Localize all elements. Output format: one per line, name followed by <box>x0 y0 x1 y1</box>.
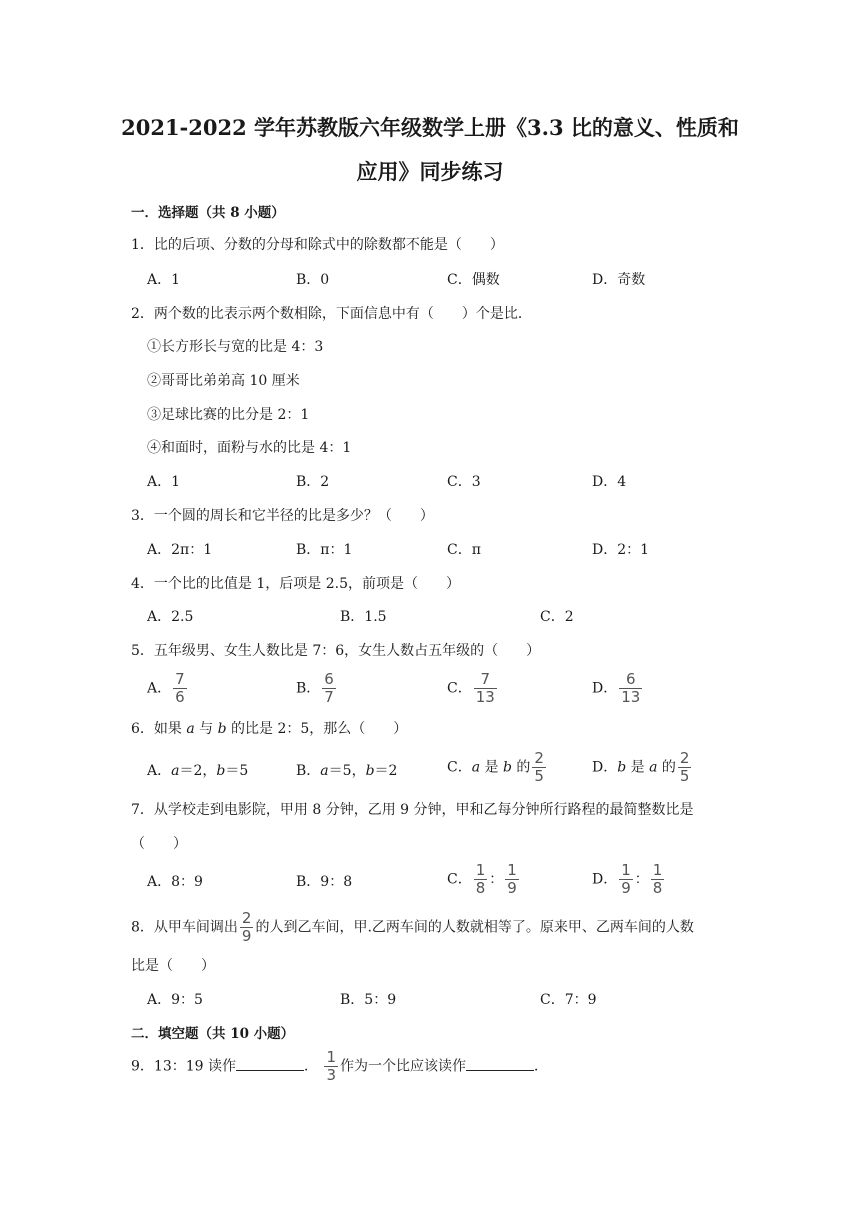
question-2-option-a: A．1 <box>147 474 181 490</box>
question-4-option-c: C．2 <box>540 609 574 625</box>
variable-a: a <box>186 721 195 737</box>
denominator: 8 <box>652 879 663 897</box>
fraction <box>474 862 488 897</box>
option-text: ＝5 <box>225 763 249 779</box>
question-2-stem: 2．两个数的比表示两个数相除，下面信息中有（ ）个是比． <box>131 306 532 322</box>
option-text: 是 <box>480 759 503 776</box>
denominator: 7 <box>324 688 334 706</box>
question-6-stem <box>131 719 407 739</box>
question-7-option-a: A．8：9 <box>147 874 203 890</box>
question-8-option-b: B．5：9 <box>340 992 397 1008</box>
section-fill-heading: 二．填空题（共 10 小题） <box>131 1026 295 1042</box>
option-label: A． <box>147 763 172 779</box>
question-7-option-c <box>447 862 521 897</box>
stem-text: 作为一个比应该读作 <box>340 1058 466 1075</box>
numerator: 1 <box>326 1048 336 1066</box>
variable: b <box>216 763 226 779</box>
question-8-stem-line-2: 比是（ ） <box>131 958 215 974</box>
option-label: B． <box>296 680 321 697</box>
question-2-item-2: ②哥哥比弟弟高 10 厘米 <box>147 373 300 389</box>
numerator: 2 <box>679 749 690 767</box>
numerator: 7 <box>480 670 491 688</box>
question-1-option-b: B．0 <box>296 272 330 288</box>
question-1-option-d: D．奇数 <box>592 272 646 288</box>
stem-text: 6．如果 <box>131 721 187 737</box>
title-line-2: 应用》同步练习 <box>356 159 504 184</box>
variable: b <box>502 759 512 776</box>
option-text: ＝2， <box>179 763 217 779</box>
question-2-item-3: ③足球比赛的比分是 2：1 <box>147 407 310 423</box>
numerator: 2 <box>534 749 544 767</box>
variable: a <box>171 763 180 779</box>
numerator: 1 <box>621 861 631 879</box>
question-1-option-a: A．1 <box>147 272 181 288</box>
question-5-option-b <box>296 671 338 706</box>
numerator: 6 <box>626 670 636 688</box>
numerator: 2 <box>241 909 252 927</box>
question-7-option-b: B．9：8 <box>296 874 353 890</box>
denominator: 5 <box>534 767 544 785</box>
question-4-option-a: A．2.5 <box>147 609 194 625</box>
stem-text: ． <box>304 1058 318 1075</box>
stem-text: 8．从甲车间调出 <box>131 919 238 936</box>
denominator: 9 <box>621 879 631 897</box>
question-7-stem-line-1: 7．从学校走到电影院，甲用 8 分钟，乙用 9 分钟，甲和乙每分钟所行路程的最简整数比是 <box>131 802 694 818</box>
option-text: 的 <box>657 759 676 776</box>
ratio-colon: ： <box>489 871 504 888</box>
question-2-option-b: B．2 <box>296 474 330 490</box>
variable: b <box>617 759 627 776</box>
fraction <box>619 862 633 897</box>
question-1-stem: 1．比的后项、分数的分母和除式中的除数都不能是（ ） <box>131 237 504 253</box>
fraction <box>678 750 692 785</box>
stem-text: ． <box>534 1058 548 1075</box>
denominator: 13 <box>475 688 495 706</box>
fraction <box>322 671 336 706</box>
variable-b: b <box>217 721 227 737</box>
fraction <box>324 1049 338 1084</box>
numerator: 7 <box>175 670 185 688</box>
question-7-stem-line-2: （ ） <box>131 836 187 852</box>
question-5-option-c <box>447 671 499 706</box>
option-label: C． <box>447 871 472 888</box>
question-1-option-c: C．偶数 <box>447 272 500 288</box>
variable: a <box>649 759 658 776</box>
answer-blank[interactable] <box>466 1056 534 1071</box>
denominator: 8 <box>475 879 486 897</box>
variable: b <box>365 763 375 779</box>
option-text: 的 <box>511 759 531 776</box>
denominator: 5 <box>679 767 690 785</box>
numerator: 1 <box>652 861 663 879</box>
question-3-option-b: B．π：1 <box>296 542 353 558</box>
question-5-stem: 5．五年级男、女生人数比是 7：6，女生人数占五年级的（ ） <box>131 643 541 659</box>
title-line-1: 2021-2022 学年苏教版六年级数学上册《3.3 比的意义、性质和 <box>121 115 739 140</box>
fraction <box>173 671 187 706</box>
denominator: 3 <box>326 1066 336 1084</box>
option-text: ＝5， <box>328 763 366 779</box>
question-8-stem-line-1 <box>131 910 694 945</box>
option-label: D． <box>592 871 618 888</box>
denominator: 9 <box>241 927 252 945</box>
question-2-option-d: D．4 <box>592 474 627 490</box>
stem-text: 9．13：19 读作 <box>131 1058 236 1075</box>
option-label: C． <box>447 680 472 697</box>
answer-blank[interactable] <box>236 1056 304 1071</box>
section-choice-heading: 一．选择题（共 8 小题） <box>131 205 285 221</box>
fraction <box>240 910 254 945</box>
denominator: 6 <box>175 688 185 706</box>
option-text: ＝2 <box>374 763 398 779</box>
question-4-stem: 4．一个比的比值是 1，后项是 2.5，前项是（ ） <box>131 576 460 592</box>
option-text: 是 <box>626 759 650 776</box>
question-5-option-d <box>592 671 644 706</box>
stem-text: 与 <box>194 721 218 737</box>
fraction <box>651 862 665 897</box>
variable: a <box>471 759 481 776</box>
question-2-option-c: C．3 <box>447 474 481 490</box>
stem-text: 的比是 2：5，那么（ ） <box>226 721 408 737</box>
question-7-option-d <box>592 862 666 897</box>
question-3-option-d: D．2：1 <box>592 542 650 558</box>
option-label: B． <box>296 763 321 779</box>
option-label: D． <box>592 680 618 697</box>
stem-text: 的人到乙车间，甲.乙两车间的人数就相等了。原来甲、乙两车间的人数 <box>255 919 694 936</box>
fraction <box>619 671 642 706</box>
fraction <box>505 862 519 897</box>
question-3-option-c: C．π <box>447 542 481 558</box>
question-6-option-a <box>147 761 248 781</box>
fraction <box>532 750 546 785</box>
question-2-item-4: ④和面时，面粉与水的比是 4：1 <box>147 440 352 456</box>
question-8-option-c: C．7：9 <box>540 992 597 1008</box>
question-9-stem <box>131 1049 548 1084</box>
numerator: 1 <box>475 861 486 879</box>
ratio-colon: ： <box>634 871 649 888</box>
option-label: A． <box>147 680 172 697</box>
option-label: D． <box>592 759 618 776</box>
numerator: 1 <box>507 861 517 879</box>
question-3-stem: 3．一个圆的周长和它半径的比是多少？（ ） <box>131 508 434 524</box>
question-4-option-b: B．1.5 <box>340 609 387 625</box>
fraction <box>474 671 497 706</box>
question-3-option-a: A．2π：1 <box>147 542 213 558</box>
option-label: C． <box>447 759 472 776</box>
question-6-option-c <box>447 750 548 785</box>
question-2-item-1: ①长方形长与宽的比是 4：3 <box>147 339 324 355</box>
denominator: 9 <box>507 879 517 897</box>
question-6-option-d <box>592 750 693 785</box>
question-8-option-a: A．9：5 <box>147 992 203 1008</box>
numerator: 6 <box>324 670 334 688</box>
variable: a <box>320 763 329 779</box>
question-5-option-a <box>147 671 189 706</box>
denominator: 13 <box>621 688 641 706</box>
question-6-option-b <box>296 761 397 781</box>
